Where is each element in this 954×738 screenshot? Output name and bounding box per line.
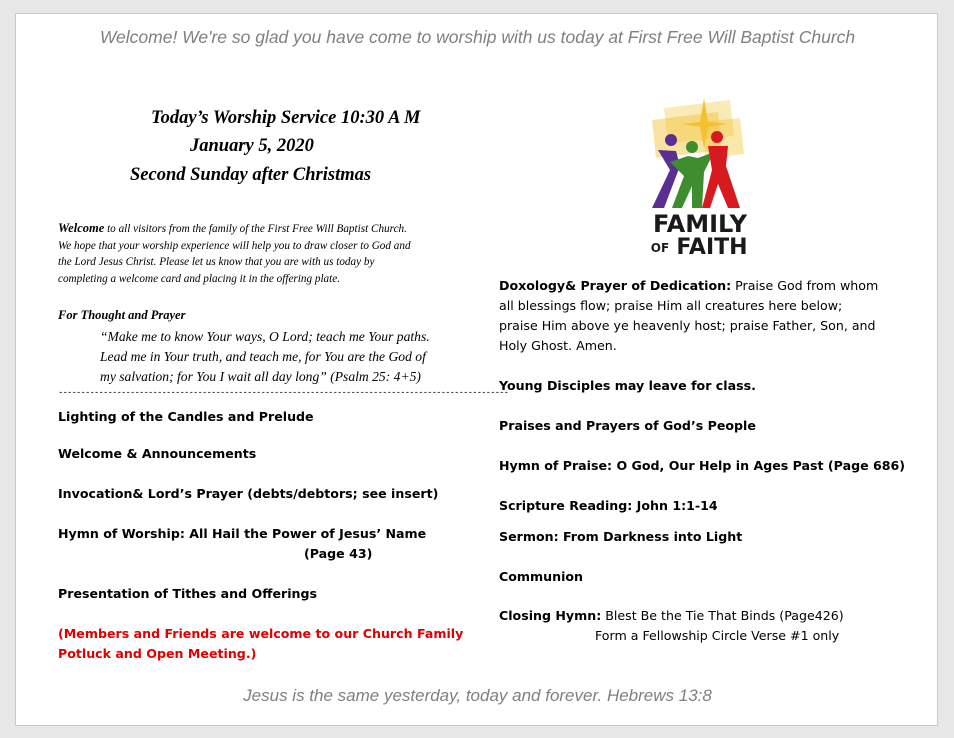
quote-line-1: “Make me to know Your ways, O Lord; teach me Your paths. [100, 329, 430, 344]
item-announcements: Welcome & Announcements [58, 446, 257, 461]
potluck-line-2: Potluck and Open Meeting.) [58, 646, 257, 661]
doxology-line-4: Holy Ghost. Amen. [499, 338, 617, 353]
doxology-line-2: all blessings flow; praise Him all creatures here below; [499, 298, 843, 313]
welcome-paragraph [58, 220, 411, 287]
doxology-line-1: Doxology& Prayer of Dedication: Praise God from whom [499, 278, 879, 293]
potluck-notice [58, 624, 463, 664]
doxology-line-3: praise Him above ye heavenly host; praise Father, Son, and [499, 318, 876, 333]
item-hymn-worship: Hymn of Worship: All Hail the Power of Jesus’ Name [58, 526, 427, 541]
welcome-line-4: completing a welcome card and placing it in the offering plate. [58, 272, 341, 285]
service-occasion: Second Sunday after Christmas [130, 165, 372, 185]
quote-line-3: my salvation; for You I wait all day long” (Psalm 25: 4+5) [100, 369, 421, 384]
divider: ---------------------------------------------------------------------------------------------------- [58, 388, 509, 398]
logo-text-faith: FAITH [676, 235, 748, 260]
welcome-lead: Welcome [58, 221, 105, 235]
logo-graphic [646, 96, 754, 260]
service-title: Today’s Worship Service 10:30 A M [151, 108, 421, 128]
thought-heading: For Thought and Prayer [58, 308, 186, 322]
item-hymn-praise: Hymn of Praise: O God, Our Help in Ages Past (Page 686) [499, 458, 906, 473]
quote-line-2: Lead me in Your truth, and teach me, for You are the God of [100, 349, 426, 364]
welcome-line-3: the Lord Jesus Christ. Please let us know that you are with us today by [58, 256, 375, 268]
item-young-disciples: Young Disciples may leave for class. [499, 378, 756, 393]
item-scripture: Scripture Reading: John 1:1-14 [499, 498, 718, 513]
family-of-faith-logo [646, 96, 754, 260]
doxology-label: Doxology& Prayer of Dedication: [499, 278, 732, 293]
bulletin-page [15, 13, 938, 726]
item-sermon: Sermon: From Darkness into Light [499, 529, 743, 544]
item-praises: Praises and Prayers of God’s People [499, 418, 756, 433]
closing-hymn-block [499, 606, 844, 646]
closing-line-1: Closing Hymn: Blest Be the Tie That Binds (Page426) [499, 608, 844, 623]
item-candles: Lighting of the Candles and Prelude [58, 409, 314, 424]
footer-verse: Jesus is the same yesterday, today and forever. Hebrews 13:8 [243, 686, 712, 705]
scripture-quote [100, 327, 430, 387]
welcome-line-1: Welcome to all visitors from the family of the First Free Will Baptist Church. [58, 221, 407, 235]
potluck-line-1: (Members and Friends are welcome to our Church Family [58, 626, 464, 641]
logo-text-family: FAMILY [653, 210, 747, 238]
closing-label: Closing Hymn: [499, 608, 602, 623]
item-hymn-worship-page: (Page 43) [304, 546, 373, 561]
service-date: January 5, 2020 [190, 136, 314, 156]
item-tithes: Presentation of Tithes and Offerings [58, 586, 317, 601]
item-communion: Communion [499, 569, 584, 584]
closing-line-2: Form a Fellowship Circle Verse #1 only [595, 628, 840, 643]
welcome-header: Welcome! We're so glad you have come to worship with us today at First Free Will Baptist Church [99, 27, 856, 47]
welcome-line-2: We hope that your worship experience will help you to draw closer to God and [58, 239, 411, 252]
item-invocation: Invocation& Lord’s Prayer (debts/debtors; see insert) [58, 486, 439, 501]
doxology-block [499, 276, 878, 356]
logo-text-of: OF [650, 241, 670, 255]
